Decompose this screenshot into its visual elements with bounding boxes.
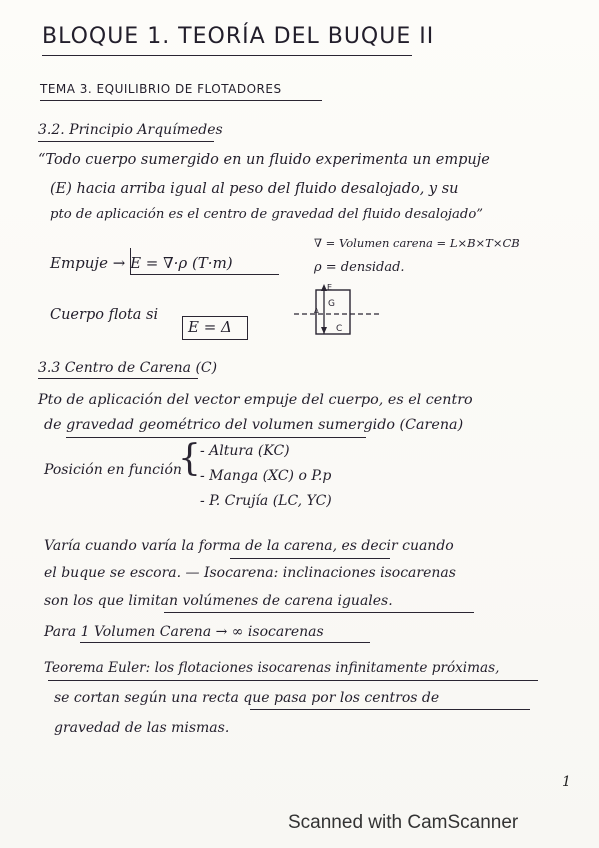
archimedes-quote-line-1: “Todo cuerpo sumergido en un fluido experimenta un empuje (38, 152, 490, 168)
empuje-formula: Empuje → E = ∇·ρ (T·m) (50, 254, 233, 272)
empuje-formula-box (130, 248, 279, 275)
euler-theorem-line-2: se cortan según una recta que pasa por los centros de (54, 690, 440, 706)
diagram-delta-label: Δ (314, 307, 319, 315)
section-3-3-heading: 3.3 Centro de Carena (C) (38, 360, 218, 376)
diagram-c-label: C (336, 324, 343, 334)
position-function-label: Posición en función (44, 462, 182, 478)
floating-condition-label: Cuerpo flota si (50, 307, 159, 323)
position-item-3: - P. Crujía (LC, YC) (200, 493, 332, 509)
volume-definition: ∇ = Volumen carena = L×B×T×CB (314, 236, 520, 250)
page-number: 1 (562, 774, 571, 790)
position-brace: { (178, 438, 201, 479)
volume-isocarena-line: Para 1 Volumen Carena → ∞ isocarenas (44, 624, 324, 640)
forma-carena-underline (230, 558, 390, 559)
diagram-g-label: G (328, 299, 335, 309)
section-3-2-heading: 3.2. Principio Arquímedes (38, 122, 223, 138)
carena-definition-line-2: de gravedad geométrico del volumen sumergido (Carena) (44, 417, 464, 433)
theme-heading: TEMA 3. EQUILIBRIO DE FLOTADORES (40, 82, 282, 96)
euler-theorem-line-1: Teorema Euler: los flotaciones isocarenas infinitamente próximas, (44, 660, 500, 676)
euler-theorem-underline-2 (250, 709, 530, 710)
camscanner-watermark: Scanned with CamScanner (288, 812, 519, 833)
floating-condition-box (182, 316, 248, 340)
theme-underline (40, 100, 322, 101)
carena-definition-underline (66, 437, 366, 438)
carena-definition-line-1: Pto de aplicación del vector empuje del cuerpo, es el centro (38, 392, 473, 408)
section-3-2-underline (38, 141, 214, 142)
page-title: BLOQUE 1. TEORÍA DEL BUQUE II (42, 24, 435, 49)
variation-paragraph-line-3: son los que limitan volúmenes de carena iguales. (44, 593, 393, 609)
floating-body-diagram (294, 284, 384, 340)
floating-condition-equation: E = Δ (188, 318, 232, 336)
title-underline (42, 55, 412, 56)
position-item-1: - Altura (KC) (200, 443, 290, 459)
diagram-e-label: E (327, 284, 333, 292)
euler-theorem-line-3: gravedad de las mismas. (54, 720, 230, 736)
density-definition: ρ = densidad. (314, 260, 405, 275)
section-3-3-underline (38, 378, 198, 379)
archimedes-quote-line-3: pto de aplicación es el centro de gravedad del fluido desalojado” (50, 207, 484, 222)
variation-paragraph-line-1: Varía cuando varía la forma de la carena, es decir cuando (44, 538, 454, 554)
variation-paragraph-line-2: el buque se escora. — Isocarena: inclinaciones isocarenas (44, 565, 456, 581)
volume-underline (164, 612, 474, 613)
archimedes-quote-line-2: (E) hacia arriba igual al peso del fluido desalojado, y su (50, 181, 459, 197)
volume-isocarena-underline (80, 642, 370, 643)
position-item-2: - Manga (XC) o P.p (200, 468, 332, 484)
euler-theorem-underline (48, 680, 538, 681)
